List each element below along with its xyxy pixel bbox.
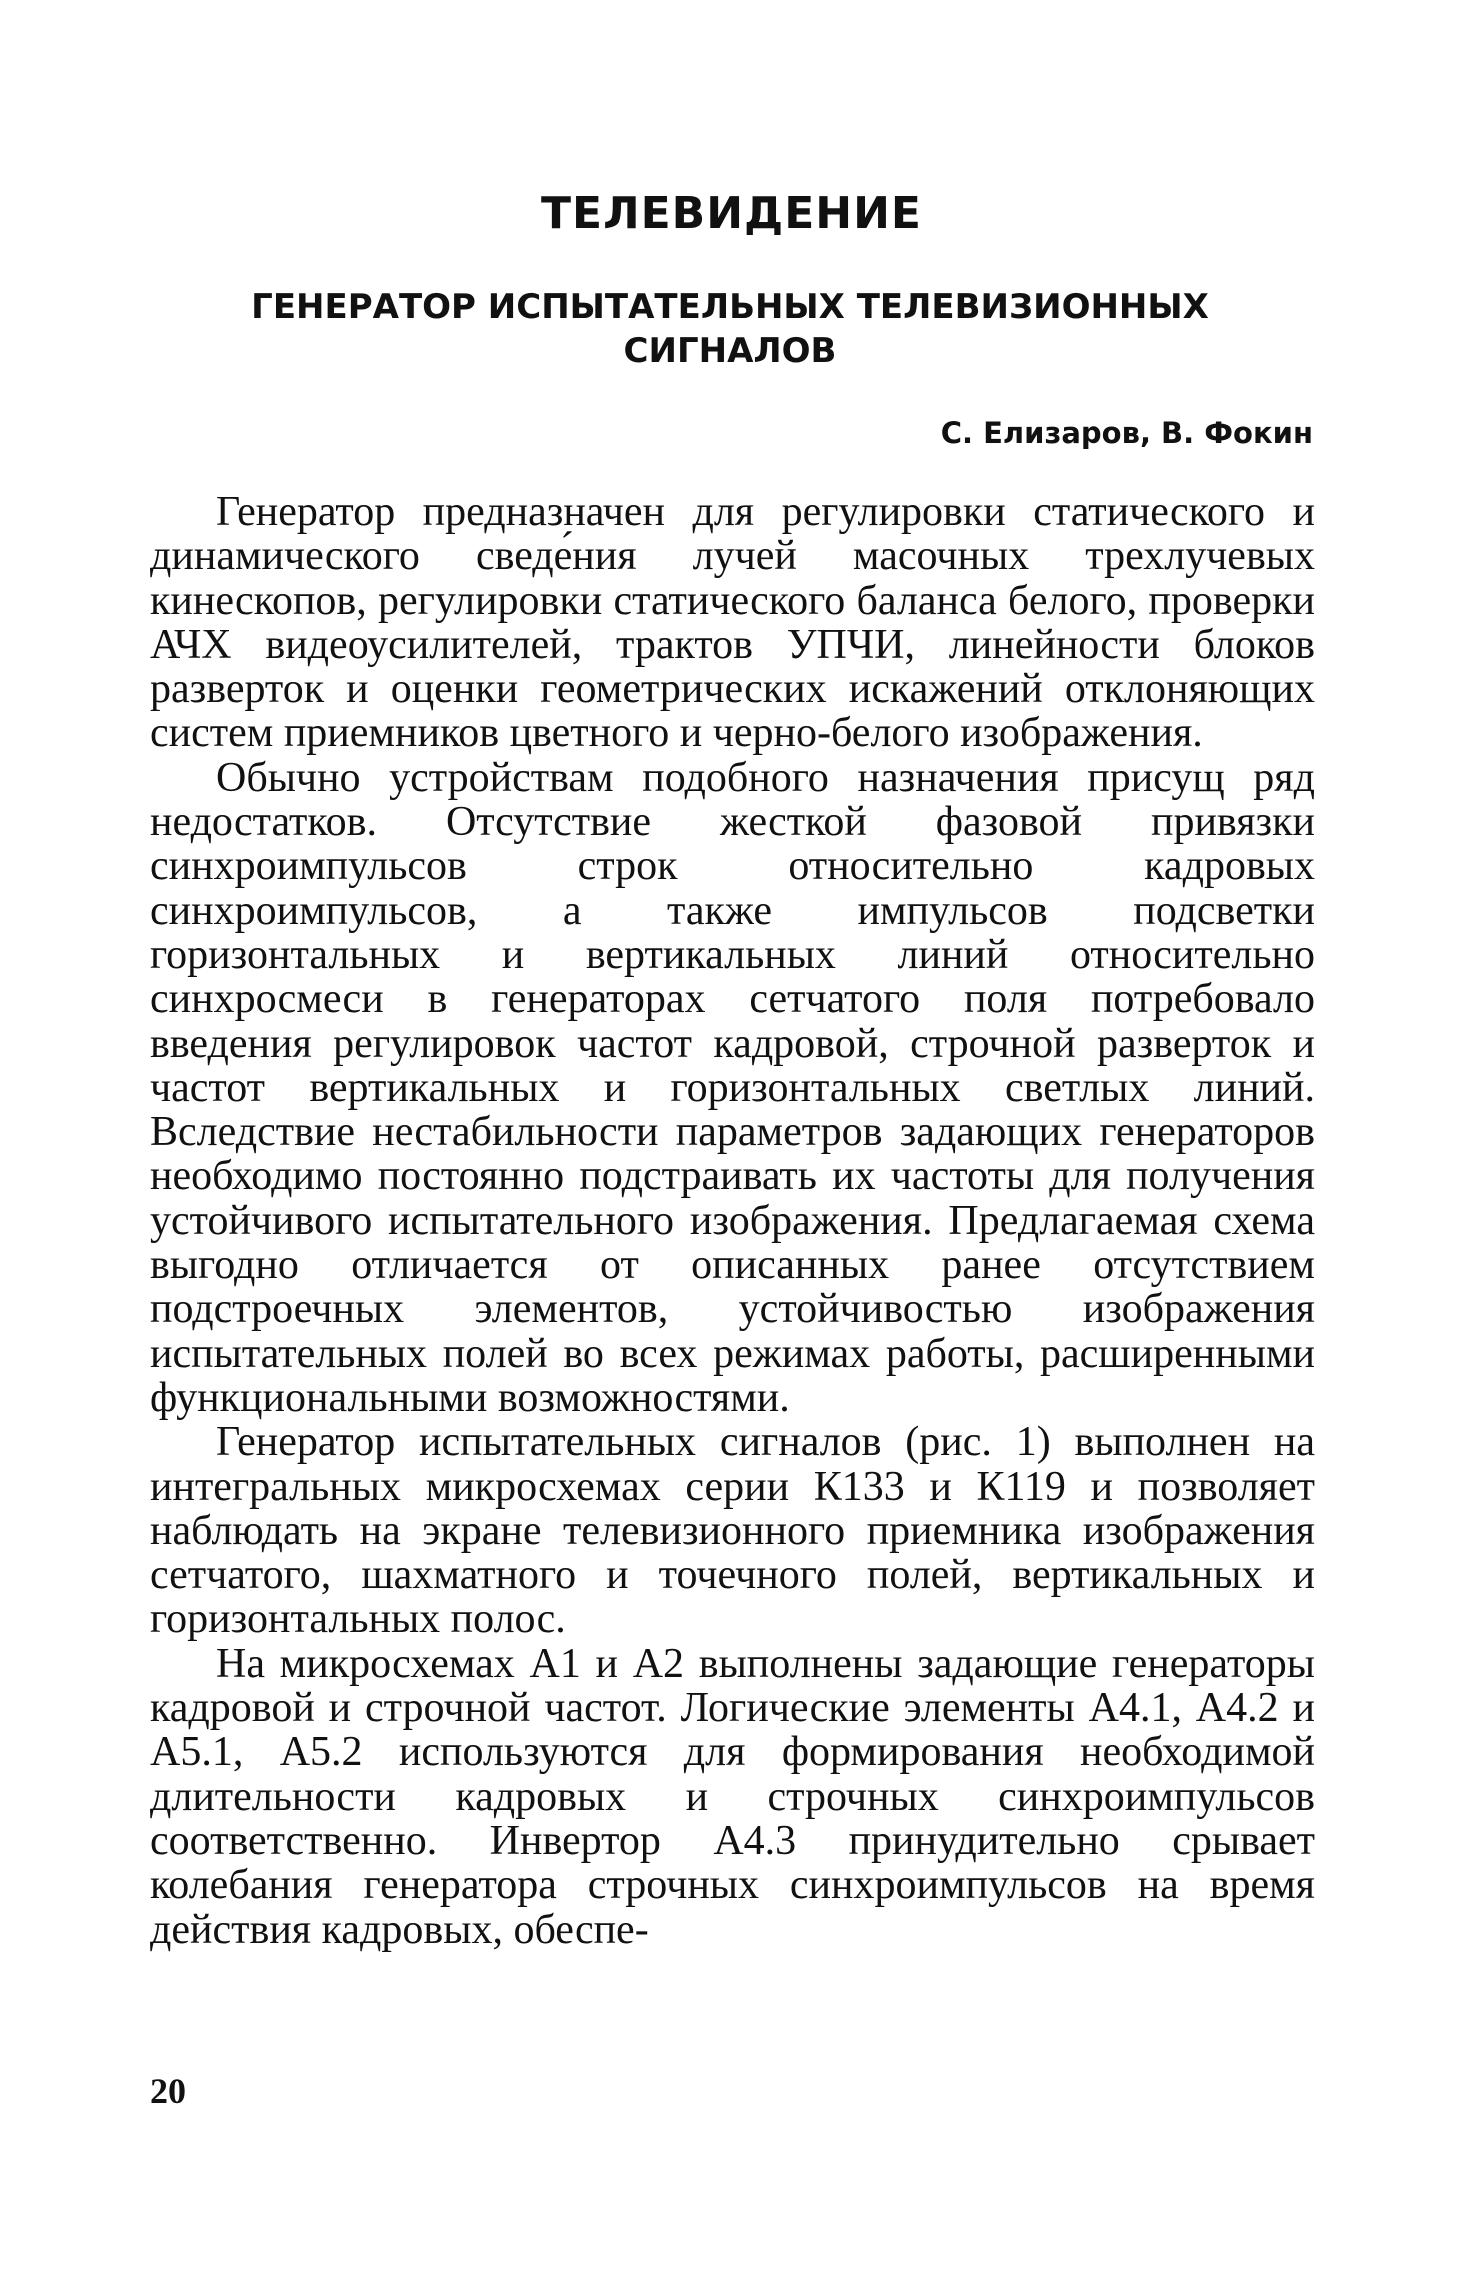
paragraph: На микросхемах А1 и А2 выполнены задающие генераторы кадровой и строчной частот. Логические элементы А4.1, А4.2 и А5.1, А5.2 используются для формирования необходимой длительности кадровых и строчных синхроимпульсов соответственно. Инвертор А4.3 принудительно срывает колебания генератора строчных синхроимпульсов на время действия кадровых, обеспе- <box>150 1640 1315 1953</box>
article-body <box>150 490 1315 1952</box>
section-title: ТЕЛЕВИДЕНИЕ <box>541 188 922 239</box>
article-authors: С. Елизаров, В. Фокин <box>940 416 1313 450</box>
paragraph: Генератор испытательных сигналов (рис. 1) выполнен на интегральных микросхемах серии К133 и К119 и позволяет наблюдать на экране телевизионного приемника изображения сетчатого, шахматного и точечного полей, вертикальных и горизонтальных полос. <box>150 1419 1315 1643</box>
paragraph: Обычно устройствам подобного назначения присущ ряд недостатков. Отсутствие жесткой фазовой привязки синхроимпульсов строк относительно кадровых синхроимпульсов, а также импульсов подсветки горизонтальных и вертикальных линий относительно синхросмеси в генераторах сетчатого поля потребовало введения регулировок частот кадровой, строчной разверток и частот вертикальных и горизонтальных светлых линий. Вследствие нестабильности параметров задающих генераторов необходимо постоянно подстраивать их частоты для получения устойчивого испытательного изображения. Предлагаемая схема выгодно отличается от описанных ранее отсутствием подстроечных элементов, устойчивостью изображения испытательных полей во всех режимах работы, расширенными функциональными возможностями. <box>150 754 1315 1421</box>
paragraph: Генератор предназначен для регулировки статического и динамического сведе́ния лучей масочных трехлучевых кинескопов, регулировки статического баланса белого, проверки АЧХ видеоусилителей, трактов УПЧИ, линейности блоков разверток и оценки геометрических искажений отклоняющих систем приемников цветного и черно-белого изображения. <box>150 489 1315 757</box>
article-title: ГЕНЕРАТОР ИСПЫТАТЕЛЬНЫХ ТЕЛЕВИЗИОННЫХ СИГНАЛОВ <box>251 287 1209 371</box>
page-number: 20 <box>150 2071 186 2111</box>
